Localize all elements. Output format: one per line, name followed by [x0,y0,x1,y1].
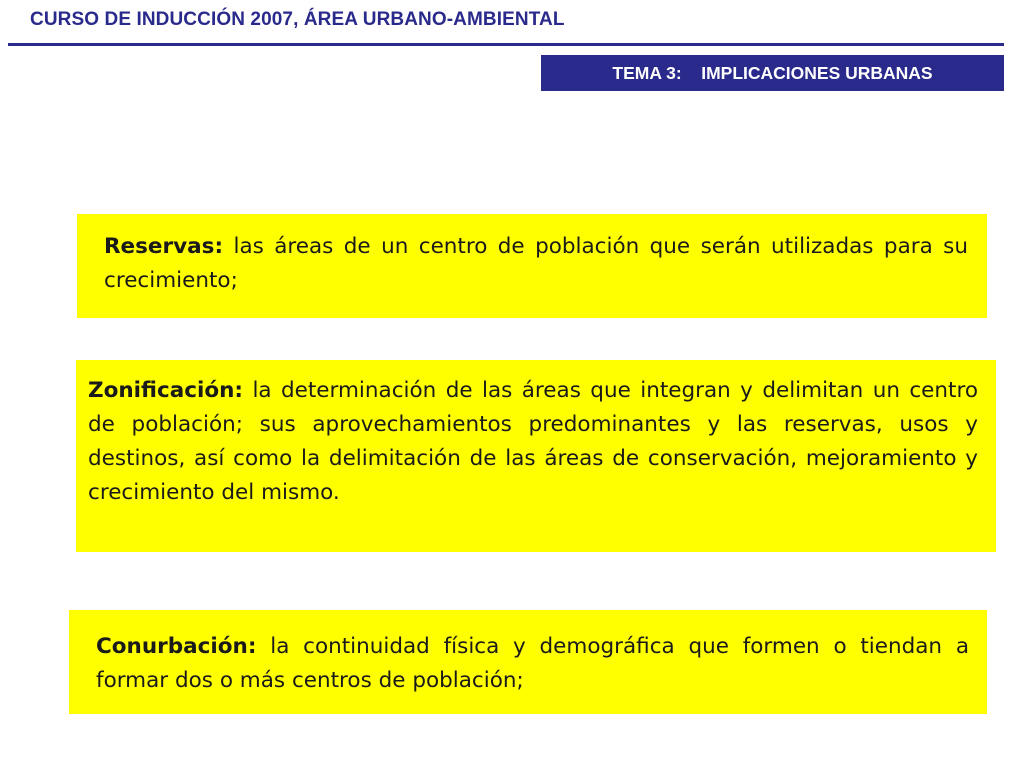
topic-title: IMPLICACIONES URBANAS [701,62,933,83]
definition-term: Zonificación: [88,378,244,403]
definition-box-conurbacion [69,610,987,714]
title-divider [8,43,1004,46]
definition-text: la continuidad física y demográfica que formen o tiendan a formar dos o más centros de población; [96,634,969,693]
definition-term: Conurbación: [96,634,257,659]
definition-box-zonificacion [76,360,996,552]
definition-text: la determinación de las áreas que integran y delimitan un centro de población; sus aprovechamientos predominantes y las reservas, usos y destinos, así como la delimitación de las áreas de conservación, mejoramiento y crecimiento del mismo. [88,378,978,505]
definition-term: Reservas: [104,234,224,259]
topic-banner [541,55,1004,91]
definition-box-reservas [77,214,987,318]
definition-text: las áreas de un centro de población que serán utilizadas para su crecimiento; [104,234,968,293]
course-title: CURSO DE INDUCCIÓN 2007, ÁREA URBANO-AMBIENTAL [30,9,565,30]
topic-label: TEMA 3: [612,62,682,83]
